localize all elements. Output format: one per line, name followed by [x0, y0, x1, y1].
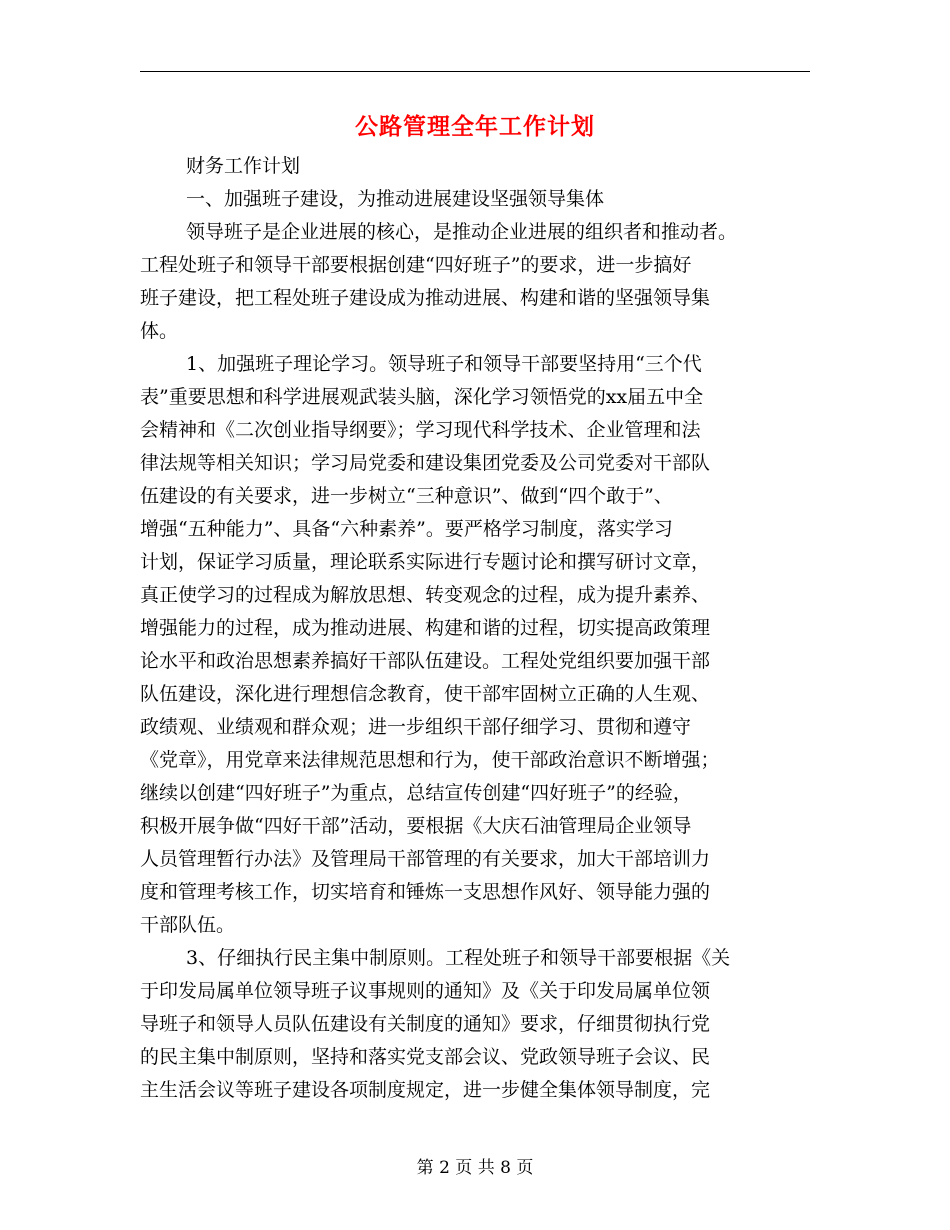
text-line: 1、加强班子理论学习。领导班子和领导干部要坚持用“三个代 — [186, 353, 702, 375]
text-line: 队伍建设，深化进行理想信念教育，使干部牢固树立正确的人生观、 — [140, 683, 711, 705]
text-line: 财务工作计划 — [186, 155, 301, 177]
text-line: 计划，保证学习质量，理论联系实际进行专题讨论和撰写研讨文章， — [140, 551, 711, 573]
text-line: 3、仔细执行民主集中制原则。工程处班子和领导干部要根据《关 — [186, 947, 731, 969]
header-rule — [140, 71, 810, 72]
text-line: 主生活会议等班子建设各项制度规定，进一步健全集体领导制度，完 — [140, 1079, 711, 1101]
text-line: 伍建设的有关要求，进一步树立“三种意识”、做到“四个敢于”、 — [140, 485, 673, 507]
text-line: 真正使学习的过程成为解放思想、转变观念的过程，成为提升素养、 — [140, 584, 711, 606]
text-line: 的民主集中制原则，坚持和落实党支部会议、党政领导班子会议、民 — [140, 1046, 711, 1068]
document-title: 公路管理全年工作计划 — [355, 113, 595, 140]
text-line: 度和管理考核工作，切实培育和锤炼一支思想作风好、领导能力强的 — [140, 881, 711, 903]
text-line: 增强“五种能力”、具备“六种素养”。要严格学习制度，落实学习 — [140, 518, 673, 540]
text-line: 《党章》，用党章来法律规范思想和行为，使干部政治意识不断增强； — [140, 749, 720, 771]
text-line: 导班子和领导人员队伍建设有关制度的通知》要求，仔细贯彻执行党 — [140, 1013, 711, 1035]
text-line: 律法规等相关知识；学习局党委和建设集团党委及公司党委对干部队 — [140, 452, 711, 474]
document-body — [140, 150, 812, 1107]
text-line: 论水平和政治思想素养搞好干部队伍建设。工程处党组织要加强干部 — [140, 650, 711, 672]
text-line: 增强能力的过程，成为推动进展、构建和谐的过程，切实提高政策理 — [140, 617, 711, 639]
text-line: 干部队伍。 — [140, 914, 236, 936]
text-line: 政绩观、业绩观和群众观；进一步组织干部仔细学习、贯彻和遵守 — [140, 716, 692, 738]
text-line: 表”重要思想和科学进展观武装头脑，深化学习领悟党的xx届五中全 — [140, 386, 704, 408]
text-line: 工程处班子和领导干部要根据创建“四好班子”的要求，进一步搞好 — [140, 254, 692, 276]
text-line: 一、加强班子建设，为推动进展建设坚强领导集体 — [186, 188, 605, 210]
text-line: 领导班子是企业进展的核心，是推动企业进展的组织者和推动者。 — [186, 221, 738, 243]
page-number: 第 2 页 共 8 页 — [416, 1158, 534, 1178]
text-line: 体。 — [140, 320, 179, 342]
text-line: 会精神和《二次创业指导纲要》；学习现代科学技术、企业管理和法 — [140, 419, 701, 441]
text-line: 班子建设，把工程处班子建设成为推动进展、构建和谐的坚强领导集 — [140, 287, 711, 309]
text-line: 积极开展争做“四好干部”活动，要根据《大庆石油管理局企业领导 — [140, 815, 692, 837]
text-line: 人员管理暂行办法》及管理局干部管理的有关要求，加大干部培训力 — [140, 848, 711, 870]
text-line: 于印发局属单位领导班子议事规则的通知》及《关于印发局属单位领 — [140, 980, 711, 1002]
text-line: 继续以创建“四好班子”为重点，总结宣传创建“四好班子”的经验， — [140, 782, 692, 804]
